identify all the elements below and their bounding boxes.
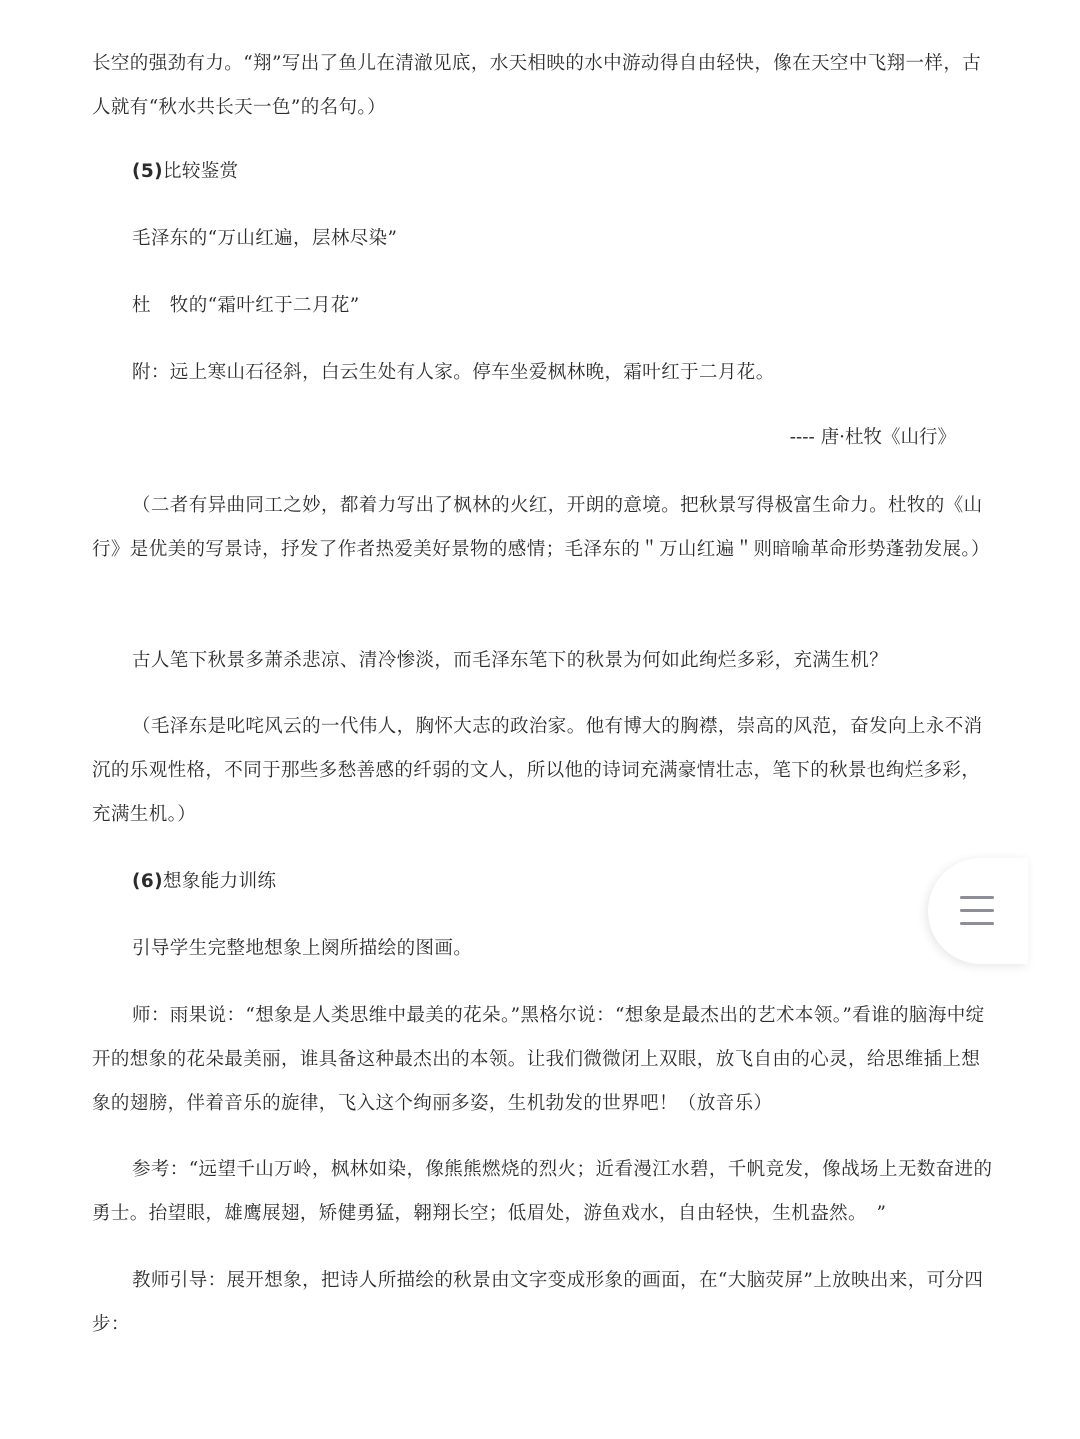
- paragraph-teacher-speech: 师：雨果说：“想象是人类思维中最美的花朵。”黑格尔说：“想象是最杰出的艺术本领。”看谁的脑海中绽开的想象的花朵最美丽，谁具备这种最杰出的本领。让我们微微闭上双眼，放飞自由的心灵，给思维插上想象的翅膀，伴着音乐的旋律，飞入这个绚丽多姿，生机勃发的世界吧！（放音乐）: [92, 1005, 985, 1114]
- paragraph-comparison: （二者有异曲同工之妙，都着力写出了枫林的火红，开朗的意境。把秋景写得极富生命力。杜牧的《山行》是优美的写景诗，抒发了作者热爱美好景物的感情；毛泽东的＂万山红遍＂则暗喻革命形势蓬勃发展。）: [92, 495, 990, 560]
- paragraph-continuation: 长空的强劲有力。“翔”写出了鱼儿在清澈见底，水天相映的水中游动得自由轻快，像在天空中飞翔一样，古人就有“秋水共长天一色”的名句。）: [92, 53, 982, 118]
- paragraph-question: 古人笔下秋景多萧杀悲凉、清冷惨淡，而毛泽东笔下的秋景为何如此绚烂多彩，充满生机？: [132, 650, 889, 671]
- paragraph-teacher-guide: 教师引导：展开想象，把诗人所描绘的秋景由文字变成形象的画面，在“大脑荧屏”上放映出来，可分四步：: [92, 1270, 984, 1335]
- section-number: (6): [132, 871, 163, 892]
- paragraph-dumu-quote: 杜 牧的“霜叶红于二月花”: [132, 295, 360, 316]
- floating-menu-button[interactable]: [928, 858, 1028, 964]
- section-number: (5): [132, 161, 163, 182]
- section-title: 比较鉴赏: [162, 161, 239, 182]
- hamburger-menu-icon: [960, 896, 994, 926]
- paragraph-mao-quote: 毛泽东的“万山红遍，层林尽染”: [132, 228, 398, 249]
- section-heading-5: [92, 150, 997, 194]
- paragraph-answer: （毛泽东是叱咤风云的一代伟人，胸怀大志的政治家。他有博大的胸襟，崇高的风范，奋发向上永不消沉的乐观性格，不同于那些多愁善感的纤弱的文人，所以他的诗词充满豪情壮志，笔下的秋景也绚烂多彩，充满生机。）: [92, 716, 983, 825]
- paragraph-poem: 附：远上寒山石径斜，白云生处有人家。停车坐爱枫林晚，霜叶红于二月花。: [132, 362, 775, 383]
- section-heading-6: [92, 860, 997, 904]
- paragraph-guide: 引导学生完整地想象上阕所描绘的图画。: [132, 938, 473, 959]
- section-title: 想象能力训练: [162, 871, 277, 892]
- paragraph-reference: 参考：“远望千山万岭，枫林如染，像熊熊燃烧的烈火；近看漫江水碧，千帆竞发，像战场上无数奋进的勇士。抬望眼，雄鹰展翅，矫健勇猛，翱翔长空；低眉处，游鱼戏水，自由轻快，生机盎然。 ”: [92, 1159, 993, 1224]
- poem-attribution: ---- 唐·杜牧《山行》: [789, 427, 956, 448]
